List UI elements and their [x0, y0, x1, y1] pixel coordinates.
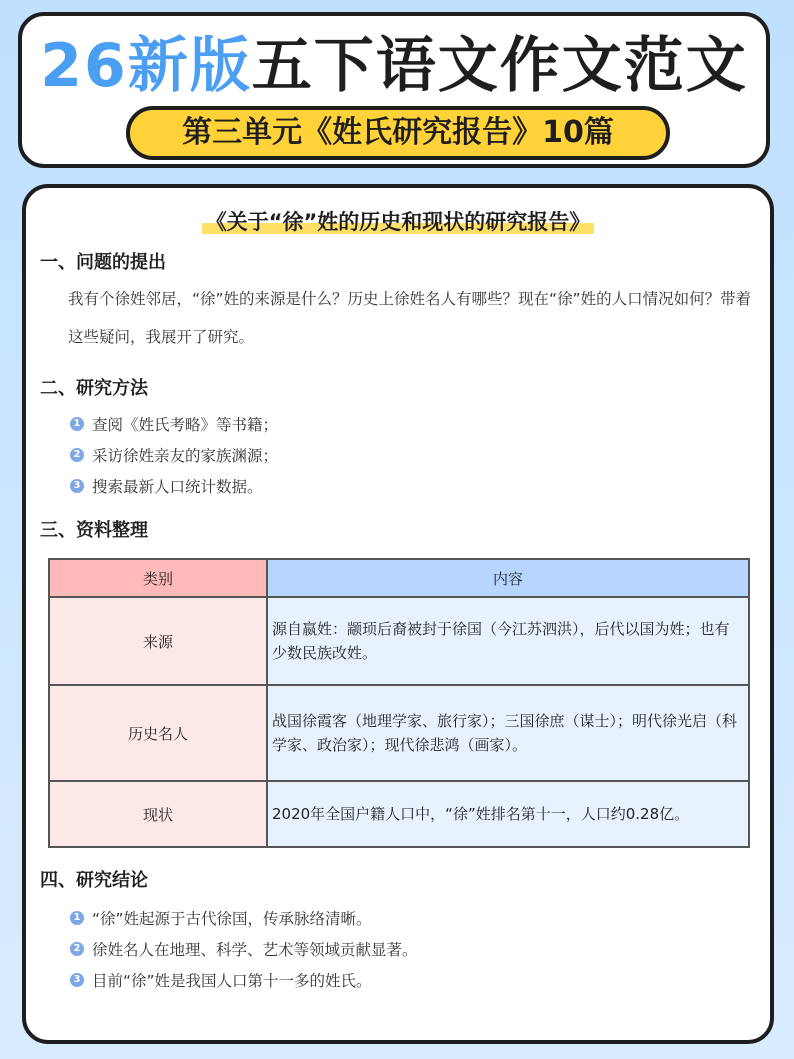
- number-3-icon: 3: [70, 479, 84, 493]
- table-cell-content: 源自嬴姓：颛顼后裔被封于徐国（今江苏泗洪），后代以国为姓；也有少数民族改姓。: [267, 597, 749, 685]
- question-paragraph: 我有个徐姓邻居，“徐”姓的来源是什么？历史上徐姓名人有哪些？现在“徐”姓的人口情况如何？带着这些疑问，我展开了研究。: [68, 290, 752, 346]
- list-item-text: 目前“徐”姓是我国人口第十一多的姓氏。: [92, 971, 372, 990]
- table-cell-category: 历史名人: [49, 685, 267, 781]
- table-header-content: 内容: [267, 559, 749, 597]
- table-row: [49, 685, 749, 781]
- content-card: [22, 184, 774, 1044]
- list-item-text: 采访徐姓亲友的家族渊源；: [92, 446, 279, 465]
- number-2-icon: 2: [70, 942, 84, 956]
- data-table: [48, 558, 750, 848]
- list-item: [70, 902, 418, 933]
- section-heading-method: 二、研究方法: [40, 378, 148, 399]
- table-cell-category: 现状: [49, 781, 267, 847]
- section-heading-data: 三、资料整理: [40, 520, 148, 541]
- title-accent: 26新版: [40, 31, 252, 101]
- table-cell-content: 2020年全国户籍人口中，“徐”姓排名第十一，人口约0.28亿。: [267, 781, 749, 847]
- list-item-text: “徐”姓起源于古代徐国，传承脉络清晰。: [92, 909, 372, 928]
- table-row: [49, 597, 749, 685]
- list-item-text: 查阅《姓氏考略》等书籍；: [92, 415, 279, 434]
- list-item: [70, 933, 418, 964]
- table-header-row: [49, 559, 749, 597]
- list-item-text: 徐姓名人在地理、科学、艺术等领域贡献显著。: [92, 940, 418, 959]
- number-1-icon: 1: [70, 417, 84, 431]
- table-cell-content: 战国徐霞客（地理学家、旅行家）；三国徐庶（谋士）；明代徐光启（科学家、政治家）；现代徐悲鸿（画家）。: [267, 685, 749, 781]
- report-title: [26, 206, 770, 236]
- list-item: [70, 408, 278, 439]
- section-heading-question: 一、问题的提出: [40, 252, 166, 273]
- list-item: [70, 439, 278, 470]
- page-title: [22, 30, 766, 102]
- section-heading-conclusion: 四、研究结论: [40, 870, 148, 891]
- table-cell-category: 来源: [49, 597, 267, 685]
- list-item: [70, 470, 278, 501]
- header-card: [18, 12, 770, 168]
- table-header-category: 类别: [49, 559, 267, 597]
- report-title-text: 《关于“徐”姓的历史和现状的研究报告》: [202, 210, 595, 234]
- number-1-icon: 1: [70, 911, 84, 925]
- method-list: [70, 408, 278, 501]
- title-rest: 五下语文作文范文: [251, 31, 748, 101]
- subtitle-badge: 第三单元《姓氏研究报告》10篇: [126, 106, 670, 160]
- number-2-icon: 2: [70, 448, 84, 462]
- list-item: [70, 964, 418, 995]
- table-row: [49, 781, 749, 847]
- list-item-text: 搜索最新人口统计数据。: [92, 477, 263, 496]
- conclusion-list: [70, 902, 418, 995]
- number-3-icon: 3: [70, 973, 84, 987]
